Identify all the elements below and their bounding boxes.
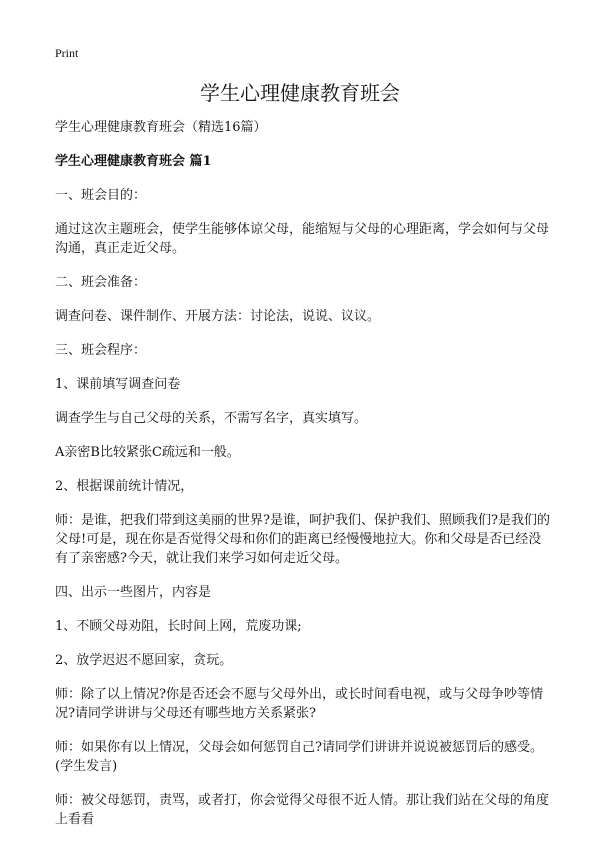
- paragraph: 调查学生与自己父母的关系，不需写名字，真实填写。: [55, 411, 368, 426]
- paragraph: 四、出示一些图片，内容是: [55, 585, 212, 600]
- paragraph: 2、根据课前统计情况，: [55, 479, 194, 494]
- paragraph: 1、不顾父母劝阻，长时间上网，荒废功课;: [55, 619, 302, 634]
- paragraph: 师：被父母惩罚，责骂，或者打，你会觉得父母很不近人情。那让我们站在父母的角度上看看: [55, 793, 550, 827]
- paragraph-subtitle: 学生心理健康教育班会（精选16篇）: [55, 120, 267, 135]
- paragraph: 三、班会程序：: [55, 343, 147, 358]
- paragraph: A亲密B比较紧张C疏远和一般。: [55, 445, 240, 460]
- paragraph: 通过这次主题班会，使学生能够体谅父母，能缩短与父母的心理距离，学会如何与父母沟通，真正走近父母。: [55, 222, 550, 256]
- paragraph: 师：是谁，把我们带到这美丽的世界?是谁，呵护我们、保护我们、照顾我们?是我们的父母!可是，现在你是否觉得父母和你们的距离已经慢慢地拉大。你和父母是否已经没有了亲密感?今天，就让我们来学习如何走近父母。: [55, 513, 550, 566]
- print-link[interactable]: Print: [55, 46, 79, 60]
- paragraph: 师：除了以上情况?你是否还会不愿与父母外出，或长时间看电视，或与父母争吵等情况?请同学讲讲与父母还有哪些地方关系紧张?: [55, 687, 543, 721]
- document-body: [55, 118, 550, 844]
- paragraph: 调查问卷、课件制作、开展方法：讨论法，说说、议议。: [55, 309, 381, 324]
- paragraph: 师：如果你有以上情况，父母会如何惩罚自己?请同学们讲讲并说说被惩罚后的感受。(学生发言): [55, 740, 543, 774]
- paragraph: 2、放学迟迟不愿回家，贪玩。: [55, 653, 233, 668]
- section-heading: 学生心理健康教育班会 篇1: [55, 154, 212, 169]
- document-title: 学生心理健康教育班会: [200, 81, 400, 105]
- paragraph: 一、班会目的：: [55, 188, 147, 203]
- paragraph: 1、课前填写调查问卷: [55, 377, 181, 392]
- paragraph: 二、班会准备：: [55, 275, 147, 290]
